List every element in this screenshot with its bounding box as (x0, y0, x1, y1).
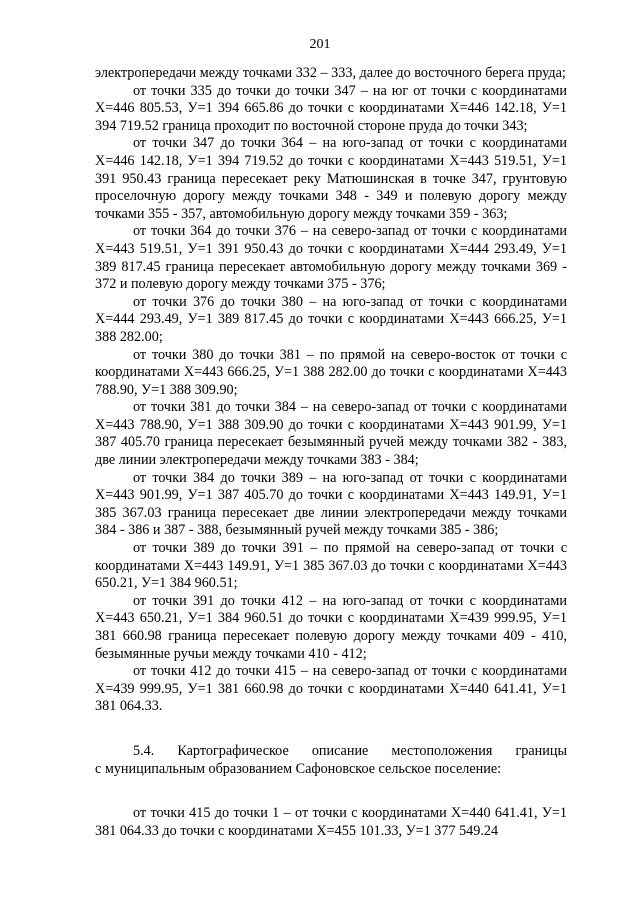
section-heading-word: местоположения (391, 742, 493, 759)
paragraph: от точки 376 до точки 380 – на юго-запад от точки с координатами X=444 293.49, У=1 389 817.45 до точки с координатами X=443 666.25, У=1 388 282.00; (95, 293, 567, 345)
paragraph: от точки 384 до точки 389 – на юго-запад от точки с координатами X=443 901.99, У=1 387 405.70 до точки с координатами X=443 149.91, У=1 385 367.03 граница пересекает две линии электропередачи между точками 384 - 386 и 387 - 388, безымянный ручей между точками 385 - 386; (95, 469, 567, 539)
paragraph: электропередачи между точками 332 – 333, далее до восточного берега пруда; (95, 65, 566, 81)
paragraph: от точки 347 до точки 364 – на юго-запад от точки с координатами X=446 142.18, У=1 394 719.52 до точки с координатами X=443 519.51, У=1 391 950.43 граница пересекает реку Матюшинская в точке 347, грунтовую проселочную дорогу между точками 348 - 349 и полевую дорогу между точками 355 - 357, автомобильную дорогу между точками 359 - 363; (95, 135, 567, 222)
section-heading-word: границы (515, 742, 567, 759)
section-heading-word: Картографическое (177, 742, 289, 759)
paragraph: от точки 391 до точки 412 – на юго-запад от точки с координатами X=443 650.21, У=1 384 960.51 до точки с координатами X=439 999.95, У=1 381 660.98 граница пересекает полевую дорогу между точками 409 - 410, безымянные ручьи между точками 410 - 412; (95, 592, 567, 662)
paragraph: от точки 364 до точки 376 – на северо-запад от точки с координатами X=443 519.51, У=1 391 950.43 до точки с координатами X=444 293.49, У=1 389 817.45 граница пересекает автомобильную дорогу между точками 369 - 372 и полевую дорогу между точками 375 - 376; (95, 223, 567, 293)
document-body (95, 65, 567, 840)
section-spacer (95, 716, 567, 743)
paragraph: от точки 381 до точки 384 – на северо-запад от точки с координатами X=443 788.90, У=1 388 309.90 до точки с координатами X=443 901.99, У=1 387 405.70 граница пересекает безымянный ручей между точками 382 - 383, две линии электропередачи между точками 383 - 384; (95, 399, 567, 469)
section-number: 5.4. (133, 742, 155, 759)
section-heading (95, 743, 567, 761)
paragraph: от точки 335 до точки до точки 347 – на юг от точки с координатами X=446 805.53, У=1 394 665.86 до точки с координатами X=446 142.18, У=1 394 719.52 граница проходит по восточной стороне пруда до точки 343; (95, 82, 567, 134)
page-number: 201 (309, 37, 331, 52)
paragraph: от точки 415 до точки 1 – от точки с координатами X=440 641.41, У=1 381 064.33 до точки с координатами X=455 101.33, У=1 377 549.24 (95, 805, 567, 839)
section-spacer (95, 778, 567, 805)
section-heading-line2: с муниципальным образованием Сафоновское сельское поселение: (95, 760, 502, 777)
paragraph: от точки 380 до точки 381 – по прямой на северо-восток от точки с координатами X=443 666.25, У=1 388 282.00 до точки с координатами X=443 788.90, У=1 388 309.90; (95, 346, 567, 398)
section-heading-word: описание (311, 742, 369, 759)
paragraph: от точки 389 до точки 391 – по прямой на северо-запад от точки с координатами X=443 149.91, У=1 385 367.03 до точки с координатами X=443 650.21, У=1 384 960.51; (95, 540, 567, 592)
paragraph: от точки 412 до точки 415 – на северо-запад от точки с координатами X=439 999.95, У=1 381 660.98 до точки с координатами X=440 641.41, У=1 381 064.33. (95, 663, 567, 715)
